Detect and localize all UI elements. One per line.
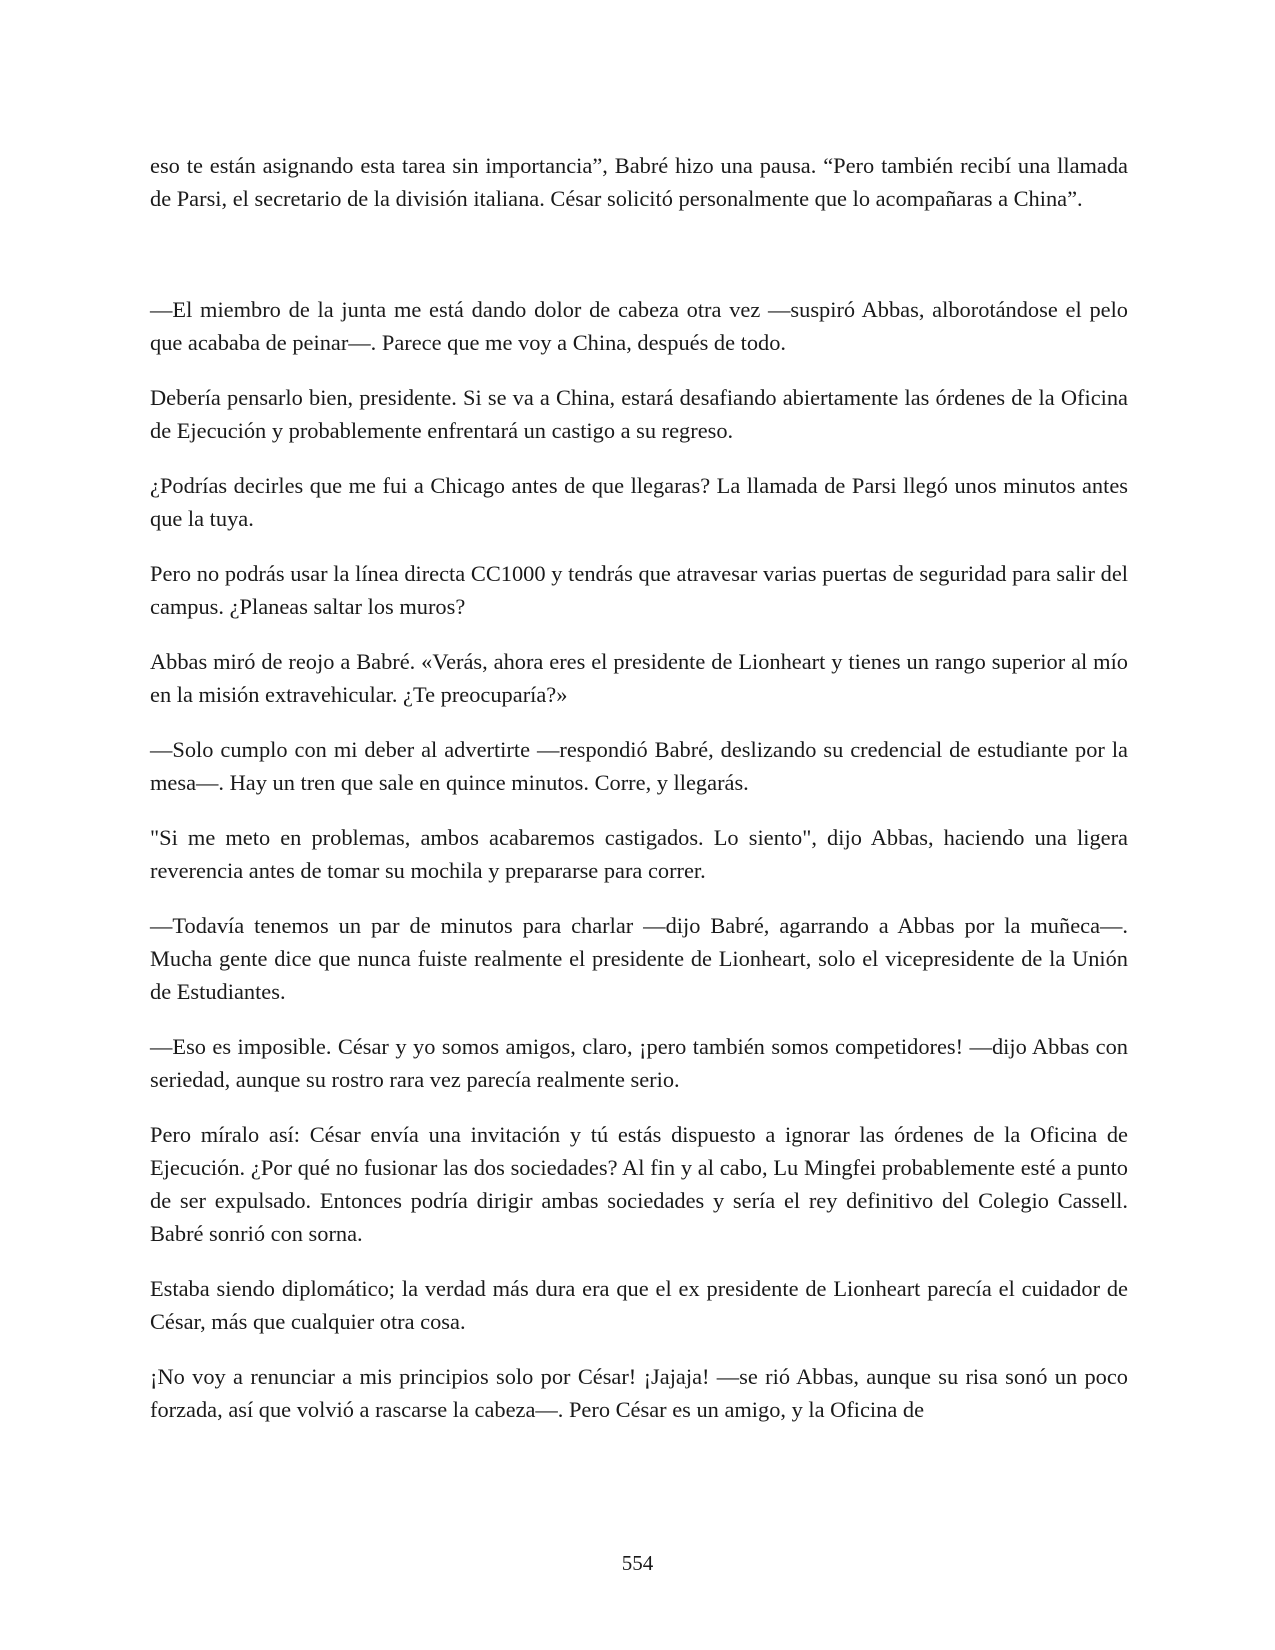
paragraph: Abbas miró de reojo a Babré. «Verás, ahora eres el presidente de Lionheart y tienes un rango superior al mío en la misión extravehicular. ¿Te preocuparía?» [150, 649, 1128, 707]
paragraph: Debería pensarlo bien, presidente. Si se va a China, estará desafiando abiertamente las órdenes de la Oficina de Ejecución y probablemente enfrentará un castigo a su regreso. [150, 385, 1128, 443]
section-break [150, 215, 1128, 293]
paragraph: "Si me meto en problemas, ambos acabaremos castigados. Lo siento", dijo Abbas, haciendo una ligera reverencia antes de tomar su mochila y prepararse para correr. [150, 825, 1128, 883]
paragraph: ¿Podrías decirles que me fui a Chicago antes de que llegaras? La llamada de Parsi llegó unos minutos antes que la tuya. [150, 473, 1128, 531]
paragraph: —Solo cumplo con mi deber al advertirte —respondió Babré, deslizando su credencial de estudiante por la mesa—. Hay un tren que sale en quince minutos. Corre, y llegarás. [150, 737, 1128, 795]
paragraph: Pero míralo así: César envía una invitación y tú estás dispuesto a ignorar las órdenes de la Oficina de Ejecución. ¿Por qué no fusionar las dos sociedades? Al fin y al cabo, Lu Mingfei probablemente esté a punto de ser expulsado. Entonces podría dirigir ambas sociedades y sería el rey definitivo del Colegio Cassell. Babré sonrió con sorna. [150, 1122, 1128, 1246]
paragraph: Estaba siendo diplomático; la verdad más dura era que el ex presidente de Lionheart parecía el cuidador de César, más que cualquier otra cosa. [150, 1276, 1128, 1334]
paragraph: —El miembro de la junta me está dando dolor de cabeza otra vez —suspiró Abbas, alborotándose el pelo que acababa de peinar—. Parece que me voy a China, después de todo. [150, 297, 1128, 355]
paragraph: —Eso es imposible. César y yo somos amigos, claro, ¡pero también somos competidores! —dijo Abbas con seriedad, aunque su rostro rara vez parecía realmente serio. [150, 1034, 1128, 1092]
paragraph: —Todavía tenemos un par de minutos para charlar —dijo Babré, agarrando a Abbas por la muñeca—. Mucha gente dice que nunca fuiste realmente el presidente de Lionheart, solo el vicepresidente de la Unión de Estudiantes. [150, 913, 1128, 1004]
page-body [150, 149, 1128, 1448]
paragraph: ¡No voy a renunciar a mis principios solo por César! ¡Jajaja! —se rió Abbas, aunque su risa sonó un poco forzada, así que volvió a rascarse la cabeza—. Pero César es un amigo, y la Oficina de [150, 1364, 1128, 1422]
page-number: 554 [621, 1551, 654, 1575]
paragraph: eso te están asignando esta tarea sin importancia”, Babré hizo una pausa. “Pero también recibí una llamada de Parsi, el secretario de la división italiana. César solicitó personalmente que lo acompañaras a China”. [150, 153, 1128, 211]
paragraph: Pero no podrás usar la línea directa CC1000 y tendrás que atravesar varias puertas de seguridad para salir del campus. ¿Planeas saltar los muros? [150, 561, 1128, 619]
